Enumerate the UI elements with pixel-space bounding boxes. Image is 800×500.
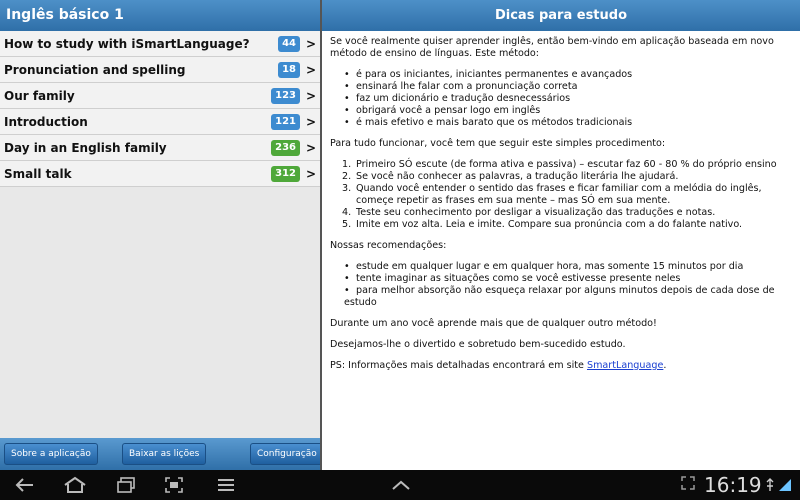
lesson-count-badge: 236 xyxy=(271,140,300,156)
wish-text: Desejamos-lhe o divertido e sobretudo bem-sucedido estudo. xyxy=(330,339,626,350)
procedure-intro: Para tudo funcionar, você tem que seguir este simples procedimento: xyxy=(330,138,666,149)
tips-content[interactable] xyxy=(322,31,800,372)
step-text: Se você não conhecer as palavras, a tradução literária lhe ajudará. xyxy=(356,171,679,182)
lesson-count-badge: 18 xyxy=(278,62,300,78)
back-icon[interactable] xyxy=(14,475,36,495)
recommendation-item: • estude em qualquer lugar e em qualquer hora, mas somente 15 minutos por dia xyxy=(344,261,792,273)
up-arrow-icon[interactable] xyxy=(390,475,412,495)
procedure-step xyxy=(342,171,792,183)
lesson-title: Day in an English family xyxy=(4,140,167,155)
recommendation-item: • tente imaginar as situações como se você estivesse presente neles xyxy=(344,273,792,285)
lesson-item[interactable] xyxy=(0,83,320,109)
home-icon[interactable] xyxy=(62,475,88,495)
course-title: Inglês básico 1 xyxy=(0,0,320,31)
procedure-step xyxy=(342,219,792,231)
step-text: Quando você entender o sentido das frases e ficar familiar com a melódia do inglês, começe repetir as frases em sua mente – mas SÓ em sua mente. xyxy=(356,183,762,206)
download-lessons-button[interactable]: Baixar as lições xyxy=(122,443,206,465)
settings-button[interactable]: Configuração xyxy=(250,443,324,465)
usb-icon xyxy=(765,478,775,498)
lesson-count-badge: 121 xyxy=(271,114,300,130)
recent-apps-icon[interactable] xyxy=(115,475,137,495)
step-number: 4. xyxy=(342,207,352,218)
method-point: • faz um dicionário e tradução desnecessários xyxy=(344,93,792,105)
chevron-right-icon: > xyxy=(306,166,317,181)
screenshot-icon[interactable] xyxy=(163,475,185,495)
wifi-icon xyxy=(778,478,792,498)
expand-icon[interactable] xyxy=(680,475,696,495)
lesson-title: Introduction xyxy=(4,114,88,129)
lesson-item[interactable] xyxy=(0,161,320,187)
menu-icon[interactable] xyxy=(215,475,237,495)
method-point: • ensinará lhe falar com a pronunciação correta xyxy=(344,81,792,93)
ps-end: . xyxy=(663,360,667,371)
method-point: • obrigará você a pensar logo em inglês xyxy=(344,105,792,117)
step-text: Imite em voz alta. Leia e imite. Compare sua pronúncia com a do falante nativo. xyxy=(356,219,743,230)
procedure-step xyxy=(342,159,792,171)
step-text: Primeiro SÓ escute (de forma ativa e passiva) – escutar faz 60 - 80 % do próprio ensino xyxy=(356,159,777,170)
lesson-item[interactable] xyxy=(0,109,320,135)
step-text: Teste seu conhecimento por desligar a visualização das traduções e notas. xyxy=(356,207,716,218)
about-app-button[interactable]: Sobre a aplicação xyxy=(4,443,98,465)
step-number: 3. xyxy=(342,183,352,194)
footer-toolbar xyxy=(0,438,320,470)
method-list xyxy=(344,69,792,129)
lesson-item[interactable] xyxy=(0,31,320,57)
step-number: 2. xyxy=(342,171,352,182)
lesson-title: Small talk xyxy=(4,166,72,181)
intro-text: Se você realmente quiser aprender inglês, então bem-vindo em aplicação baseada em novo método de ensino de línguas. Este método: xyxy=(330,36,774,59)
method-point: • é para os iniciantes, iniciantes permanentes e avançados xyxy=(344,69,792,81)
clock: 16:19 xyxy=(704,473,762,497)
recommendation-item: • para melhor absorção não esqueça relaxar por alguns minutos depois de cada dose de estudo xyxy=(344,285,792,309)
lesson-panel xyxy=(0,0,320,470)
chevron-right-icon: > xyxy=(306,140,317,155)
lesson-count-badge: 123 xyxy=(271,88,300,104)
method-point: • é mais efetivo e mais barato que os métodos tradicionais xyxy=(344,117,792,129)
chevron-right-icon: > xyxy=(306,114,317,129)
ps-label: PS: Informações mais detalhadas encontrará em site xyxy=(330,360,584,371)
lesson-list xyxy=(0,31,320,187)
lesson-count-badge: 44 xyxy=(278,36,300,52)
ps-text xyxy=(330,360,792,372)
system-navigation-bar xyxy=(0,470,800,500)
recommendations-list xyxy=(344,261,792,309)
smartlanguage-link[interactable]: SmartLanguage xyxy=(586,360,664,371)
chevron-right-icon: > xyxy=(306,36,317,51)
lesson-item[interactable] xyxy=(0,57,320,83)
chevron-right-icon: > xyxy=(306,88,317,103)
lesson-count-badge: 312 xyxy=(271,166,300,182)
tips-panel xyxy=(322,0,800,470)
chevron-right-icon: > xyxy=(306,62,317,77)
recommendations-heading: Nossas recomendações: xyxy=(330,240,447,251)
lesson-title: Pronunciation and spelling xyxy=(4,62,186,77)
lesson-title: How to study with iSmartLanguage? xyxy=(4,36,250,51)
tips-title: Dicas para estudo xyxy=(322,0,800,31)
lesson-item[interactable] xyxy=(0,135,320,161)
step-number: 1. xyxy=(342,159,352,170)
procedure-step xyxy=(342,183,792,207)
closing-text: Durante um ano você aprende mais que de qualquer outro método! xyxy=(330,318,657,329)
step-number: 5. xyxy=(342,219,352,230)
lesson-title: Our family xyxy=(4,88,75,103)
steps-list xyxy=(342,159,792,231)
procedure-step xyxy=(342,207,792,219)
